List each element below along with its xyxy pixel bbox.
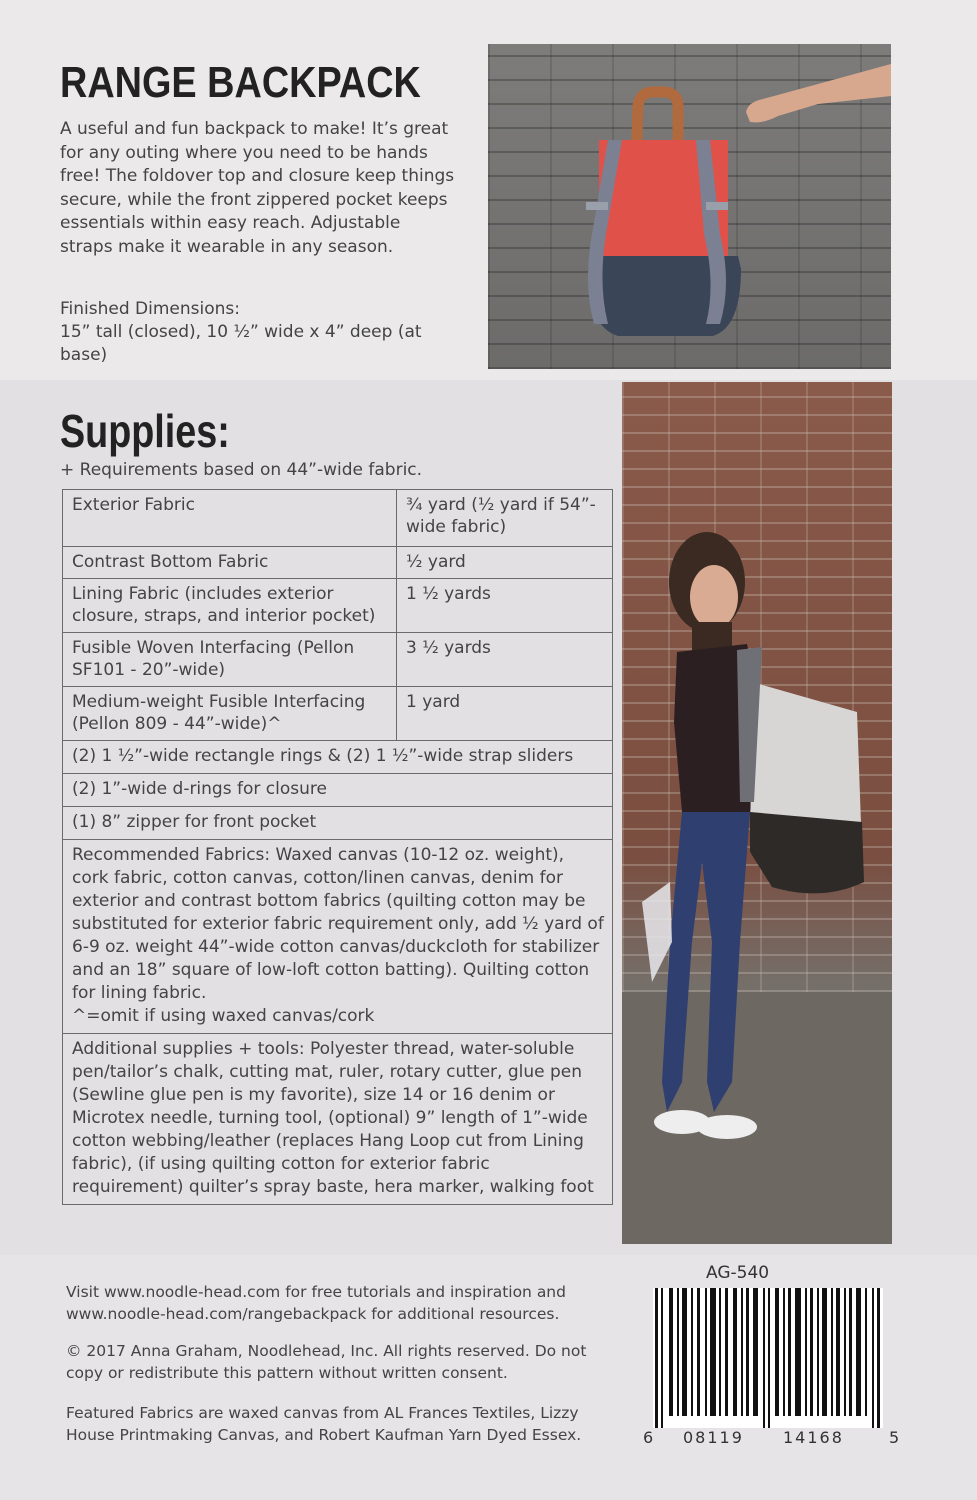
backpack-photo <box>488 44 891 369</box>
right-slider <box>706 202 728 210</box>
supply-full-row: (1) 8” zipper for front pocket <box>63 807 613 840</box>
supply-amount: 3 ½ yards <box>397 633 613 687</box>
supply-item: Contrast Bottom Fabric <box>63 547 397 579</box>
recommended-fabrics: Recommended Fabrics: Waxed canvas (10-12 oz. weight), cork fabric, cotton canvas, cotton/linen canvas, denim for exterior and contrast bottom fabrics (quilting cotton may be substituted for exterior fabric requirement only, add ½ yard of 6-9 oz. weight 44”-wide cotton canvas/duckcloth for stabilizer and an 18” square of low-loft cotton batting). Quilting cotton for lining fabric. <box>72 845 604 1003</box>
product-code: AG-540 <box>706 1263 770 1283</box>
page-title: RANGE BACKPACK <box>60 58 421 107</box>
requirements-note: + Requirements based on 44”-wide fabric. <box>60 460 423 480</box>
supply-amount: ¾ yard (½ yard if 54”-wide fabric) <box>397 490 613 547</box>
supply-item: Lining Fabric (includes exterior closure, straps, and interior pocket) <box>63 579 397 633</box>
model-photo <box>622 382 892 1244</box>
featured-fabrics-text: Featured Fabrics are waxed canvas from AL Frances Textiles, Lizzy House Printmaking Canvas, and Robert Kaufman Yarn Dyed Essex. <box>66 1404 582 1444</box>
supply-amount: 1 ½ yards <box>397 579 613 633</box>
supply-amount: ½ yard <box>397 547 613 579</box>
visit-text: Visit www.noodle-head.com for free tutorials and inspiration and www.noodle-head.com/rangebackpack for additional resources. <box>66 1283 566 1323</box>
table-row <box>63 741 613 774</box>
table-row <box>63 547 613 579</box>
barcode-digits <box>643 1428 900 1452</box>
table-row <box>63 807 613 840</box>
supply-item: Exterior Fabric <box>63 490 397 547</box>
barcode-digit: 14168 <box>783 1428 844 1447</box>
supply-full-row: (2) 1 ½”-wide rectangle rings & (2) 1 ½”-wide strap sliders <box>63 741 613 774</box>
table-row <box>63 840 613 1034</box>
backpack-bottom <box>750 812 864 893</box>
supplies-table <box>62 489 613 1205</box>
right-shoe <box>697 1115 757 1139</box>
barcode <box>653 1288 883 1428</box>
barcode-digit: 6 <box>643 1428 654 1447</box>
supply-item: Fusible Woven Interfacing (Pellon SF101 - 20”-wide) <box>63 633 397 687</box>
ripped-knee <box>642 882 672 982</box>
recommended-fabrics-cell <box>63 840 613 1034</box>
face <box>690 565 738 629</box>
model-illustration <box>622 382 892 1244</box>
intro-text: A useful and fun backpack to make! It’s great for any outing where you need to be hands free! The foldover top and closure keep things secure, while the front zippered pocket keeps essentials within easy reach. Adjustable straps make it wearable in any season. <box>60 119 455 257</box>
dimensions-value: 15” tall (closed), 10 ½” wide x 4” deep (at base) <box>60 322 422 365</box>
table-row <box>63 1034 613 1205</box>
copyright-text: © 2017 Anna Graham, Noodlehead, Inc. All rights reserved. Do not copy or redistribute this pattern without written consent. <box>66 1342 587 1382</box>
supply-full-row: (2) 1”-wide d-rings for closure <box>63 774 613 807</box>
table-row <box>63 579 613 633</box>
supplies-title: Supplies: <box>60 405 230 457</box>
omit-note: ^=omit if using waxed canvas/cork <box>72 1006 375 1026</box>
table-row <box>63 774 613 807</box>
table-row <box>63 633 613 687</box>
table-row <box>63 687 613 741</box>
left-slider <box>586 202 608 210</box>
barcode-bars <box>653 1288 883 1428</box>
additional-supplies: Additional supplies + tools: Polyester thread, water-soluble pen/tailor’s chalk, cutting mat, ruler, rotary cutter, glue pen (Sewline glue pen is my favorite), size 14 or 16 denim or Microtex needle, turning tool, (optional) 9” length of 1”-wide cotton webbing/leather (replaces Hang Loop cut from Lining fabric), (if using quilting cotton for exterior fabric requirement) quilter’s spray baste, hera marker, walking foot <box>63 1034 613 1205</box>
barcode-digit: 5 <box>889 1428 900 1447</box>
backpack-illustration <box>488 44 891 369</box>
supply-amount: 1 yard <box>397 687 613 741</box>
barcode-digit: 08119 <box>683 1428 744 1447</box>
dimensions-label: Finished Dimensions: <box>60 299 240 319</box>
table-row <box>63 490 613 547</box>
supply-item: Medium-weight Fusible Interfacing (Pellon 809 - 44”-wide)^ <box>63 687 397 741</box>
hand-shape <box>746 64 891 122</box>
